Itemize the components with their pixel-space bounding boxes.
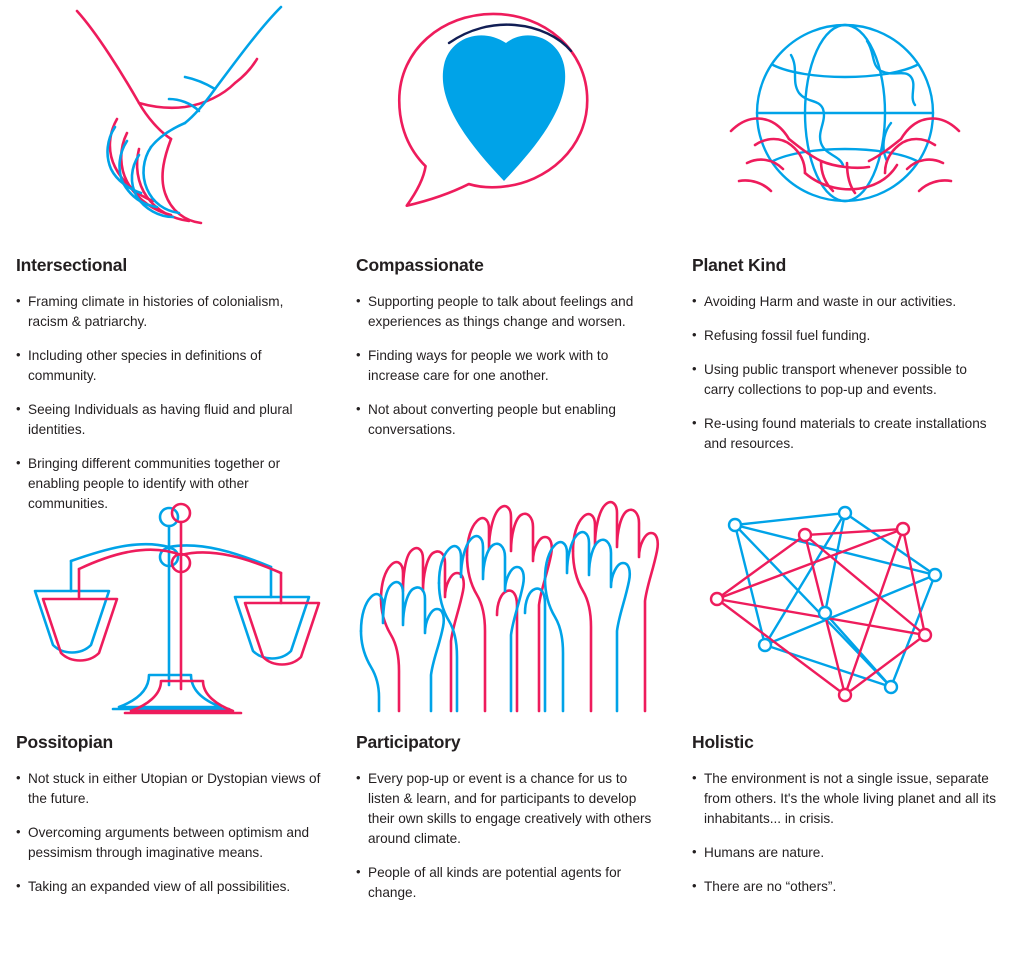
card-points (692, 769, 1000, 897)
list-item: • Overcoming arguments between optimism and pessimism through imaginative means. (16, 823, 324, 863)
card-planet-kind (676, 0, 1014, 487)
card-body (338, 732, 676, 917)
raised-hands-icon (338, 487, 676, 732)
list-item: • Including other species in definitions of community. (16, 346, 324, 386)
list-item: • Not about converting people but enabling conversations. (356, 400, 662, 440)
list-item: • There are no “others”. (692, 877, 1000, 897)
list-item: • Bringing different communities together or enabling people to identify with other communities. (16, 454, 324, 514)
list-item: • People of all kinds are potential agents for change. (356, 863, 662, 903)
card-title: Participatory (356, 732, 461, 752)
list-item: • Humans are nature. (692, 843, 1000, 863)
list-item: • Supporting people to talk about feelings and experiences as things change and worsen. (356, 292, 662, 332)
network-nodes-icon (676, 487, 1014, 732)
list-item: • Using public transport whenever possible to carry collections to pop-up and events. (692, 360, 1000, 400)
list-item: • Seeing Individuals as having fluid and plural identities. (16, 400, 324, 440)
card-body (338, 255, 676, 454)
list-item: • Not stuck in either Utopian or Dystopian views of the future. (16, 769, 324, 809)
speech-bubble-heart-icon (338, 0, 676, 255)
card-title: Possitopian (16, 732, 113, 752)
card-body (0, 732, 338, 911)
list-item: • Re-using found materials to create installations and resources. (692, 414, 1000, 454)
card-title: Intersectional (16, 255, 127, 275)
list-item: • The environment is not a single issue, separate from others. It's the whole living planet and all its inhabitants... in crisis. (692, 769, 1000, 829)
card-body (676, 732, 1014, 911)
card-body (676, 255, 1014, 468)
card-points (692, 292, 1000, 454)
list-item: • Avoiding Harm and waste in our activities. (692, 292, 1000, 312)
card-title: Compassionate (356, 255, 484, 275)
list-item: • Every pop-up or event is a chance for us to listen & learn, and for participants to develop their own skills to engage creatively with others around climate. (356, 769, 662, 849)
card-participatory (338, 487, 676, 954)
hands-holding-globe-icon (676, 0, 1014, 255)
card-points (356, 769, 662, 903)
card-points (16, 292, 324, 514)
list-item: • Framing climate in histories of colonialism, racism & patriarchy. (16, 292, 324, 332)
list-item: • Finding ways for people we work with to increase care for one another. (356, 346, 662, 386)
card-holistic (676, 487, 1014, 954)
card-points (356, 292, 662, 440)
holding-hands-icon (0, 0, 338, 255)
card-points (16, 769, 324, 897)
card-compassionate (338, 0, 676, 487)
list-item: • Taking an expanded view of all possibilities. (16, 877, 324, 897)
card-title: Planet Kind (692, 255, 787, 275)
card-intersectional (0, 0, 338, 511)
card-title: Holistic (692, 732, 754, 752)
balance-scales-icon (0, 487, 338, 732)
list-item: • Refusing fossil fuel funding. (692, 326, 1000, 346)
card-possitopian (0, 487, 338, 954)
